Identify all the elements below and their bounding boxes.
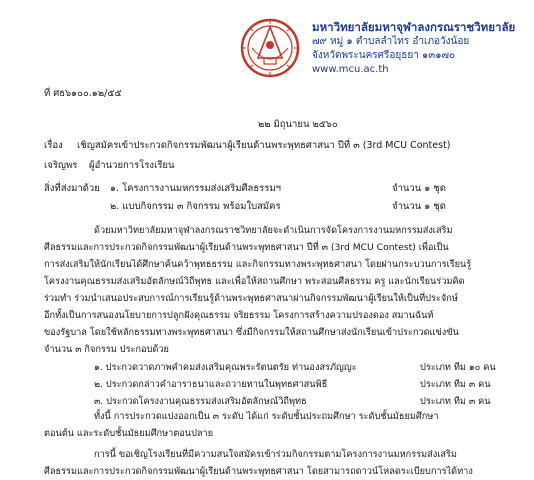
- org-address-line-2: จังหวัดพระนครศรีอยุธยา ๑๓๑๗๐: [312, 50, 456, 61]
- activity-item: ๓. ประกวดโครงงานคุณธรรมส่งเสริมอัตลักษณ์วิถีพุทธ: [94, 396, 307, 407]
- body-line: ด้วยมหาวิทยาลัยมหาจุฬาลงกรณราชวิทยาลัยจะดำเนินการจัดโครงการงานมหกรรมส่งเสริม: [94, 225, 453, 236]
- subject-row: [44, 138, 450, 153]
- document-date: ๒๒ มิถุนายน ๒๕๖๐: [258, 119, 338, 130]
- body-line: ของรัฐบาล โดยใช้หลักธรรมทางพระพุทธศาสนา ซึ่งมีกิจกรรมให้สถานศึกษาส่งนักเรียนเข้าประกวดแข่งขัน: [44, 327, 459, 338]
- org-header: [312, 20, 526, 77]
- levels-paragraph: [44, 408, 506, 442]
- body-line: ศีลธรรมและการประกวดกิจกรรมพัฒนาผู้เรียนด้านพระพุทธศาสนา ปีที่ ๓ (3rd MCU Contest) เพื่อเป็น: [44, 242, 449, 253]
- activity-prize: ประเภท ทีม ๑๐ คน: [420, 362, 496, 373]
- university-seal-logo: [240, 18, 300, 78]
- document-number: ที่ ศธ๖๑๐๐.๑๒/๕๕: [44, 88, 122, 99]
- closing-line: การนี้ ขอเชิญโรงเรียนที่มีความสนใจสมัครเข้าร่วมกิจกรรมตามโครงการงานมหกรรมส่งเสริม: [94, 449, 457, 460]
- enclosures-label: สิ่งที่ส่งมาด้วย: [44, 183, 100, 194]
- activity-item: ๒. ประกวดกล่าวคำอาราธนาและถวายทานในพุทธศาสนพิธี: [94, 379, 328, 390]
- closing-line: ศีลธรรมและการประกวดกิจกรรมพัฒนาผู้เรียนด้านพระพุทธศาสนา โดยสามารถดาวน์โหลดระเบียบการได้ทาง: [44, 466, 473, 477]
- activity-prize: ประเภท ทีม ๓ คน: [420, 379, 491, 390]
- body-line: จำนวน ๓ กิจกรรม ประกอบด้วย: [44, 344, 169, 355]
- enclosure-qty: จำนวน ๑ ชุด: [392, 201, 446, 212]
- subject-text: เชิญสมัครเข้าประกวดกิจกรรมพัฒนาผู้เรียนด้านพระพุทธศาสนา ปีที่ ๓ (3rd MCU Contest): [77, 140, 451, 151]
- levels-line: ทั้งนี้ การประกวดแบ่งออกเป็น ๓ ระดับ ได้แก่ ระดับชั้นประถมศึกษา ระดับชั้นมัธยมศึกษา: [94, 411, 439, 422]
- body-line: ร่วมทำ ร่วมนำเสนอประสบการณ์การเรียนรู้ด้านพระพุทธศาสนาผ่านกิจกรรมพัฒนาผู้เรียนให้เป็นที่ประจักษ์: [44, 293, 458, 304]
- enclosure-item: ๑. โครงการงานมหกรรมส่งเสริมศีลธรรมฯ: [110, 183, 281, 194]
- org-name: มหาวิทยาลัยมหาจุฬาลงกรณราชวิทยาลัย: [312, 20, 516, 34]
- subject-label: เรื่อง: [44, 140, 63, 151]
- body-line: อีกทั้งเป็นการสนองนโยบายการปลูกฝังคุณธรรม จริยธรรม โครงการสร้างความปรองดอง สมานฉันท์: [44, 310, 434, 321]
- enclosure-item: ๒. แบบกิจกรรม ๓ กิจกรรม พร้อมใบสมัคร: [110, 201, 281, 212]
- org-address-line-1: ๗๙ หมู่ ๑ ตำบลลำไทร อำเภอวังน้อย: [312, 36, 470, 47]
- body-paragraph: [44, 222, 506, 358]
- closing-paragraph: [44, 446, 506, 480]
- activity-prize: ประเภท ทีม ๓ คน: [420, 396, 491, 407]
- activity-item: ๑. ประกวดวาดภาพคำคมส่งเสริมคุณพระรัตนตรัย ท่านองสรภัญญะ: [94, 362, 357, 373]
- org-website: www.mcu.ac.th: [312, 64, 389, 75]
- salutation-row: [44, 158, 174, 173]
- salutation-label: เจริญพร: [44, 160, 78, 171]
- body-line: โครงงานคุณธรรมส่งเสริมอัตลักษณ์วิถีพุทธ และเพื่อให้สถานศึกษา พระสอนศีลธรรม ครู และนักเรียนร่วมคิด: [44, 276, 465, 287]
- body-line: การส่งเสริมให้นักเรียนได้ศึกษาค้นคว้าพุทธธรรม และกิจกรรมทางพระพุทธศาสนา โดยผ่านกระบวนการเรียนรู้: [44, 259, 472, 270]
- salutation-text: ผู้อำนวยการโรงเรียน: [89, 160, 175, 171]
- levels-line: ตอนต้น และระดับชั้นมัธยมศึกษาตอนปลาย: [44, 428, 214, 439]
- enclosure-qty: จำนวน ๑ ชุด: [392, 183, 446, 194]
